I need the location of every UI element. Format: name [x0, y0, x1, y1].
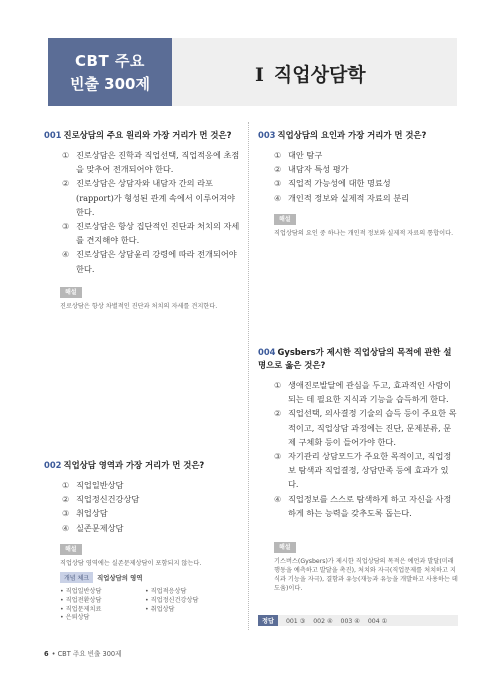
explanation-label: 해설: [274, 214, 296, 225]
explanation-label: 해설: [60, 544, 82, 555]
option-mark: ①: [62, 480, 70, 490]
question-text: 직업상담의 요인과 가장 거리가 먼 것은?: [277, 130, 427, 140]
option: [62, 492, 240, 506]
concept-item: • 직업일반상담: [60, 588, 102, 595]
option-mark: ③: [274, 178, 282, 189]
answer-key: [258, 615, 458, 626]
option-mark: ②: [62, 178, 70, 189]
option-text: 취업상담: [76, 508, 108, 519]
question-002: [44, 459, 240, 535]
explanation-text: 직업상담의 요인 중 하나는 개인적 정보와 실제적 자료의 통합이다.: [274, 230, 454, 237]
option-text: 진로상담은 진학과 직업선택, 직업적응에 초점을 맞추어 전개되어야 한다.: [76, 150, 240, 175]
answer-key-label: 정답: [258, 615, 278, 626]
option-text: 진로상담은 항상 집단적인 진단과 처치의 자세를 견지해야 한다.: [76, 221, 240, 246]
option-text: 직업일반상담: [76, 480, 124, 490]
column-divider: [248, 122, 249, 630]
chapter-number: I: [255, 64, 264, 86]
question-number: 001: [44, 130, 62, 140]
concept-item: • 직업문제치료: [60, 605, 102, 613]
option: [274, 148, 458, 162]
option-text: 내담자 특성 평가: [288, 164, 349, 175]
option-mark: ②: [62, 494, 70, 505]
concept-item: • 은퇴상담: [60, 614, 90, 622]
option: [62, 176, 240, 219]
option-mark: ③: [62, 508, 70, 519]
question-number: 003: [258, 130, 276, 140]
question-003: [258, 129, 458, 205]
option-mark: ②: [274, 164, 282, 175]
question-004: [258, 346, 458, 520]
concept-list: [60, 588, 230, 623]
concept-item: • 직업적응상담: [145, 588, 187, 595]
answer-item: 003 ④: [340, 618, 360, 625]
option-text: 직업정보를 스스로 탐색하게 하고 자신을 사정하게 하는 능력을 갖추도록 돕는다.: [288, 493, 452, 518]
option-text: 진로상담은 상담자와 내담자 간의 라포(rapport)가 형성된 관계 속에서 이루어져야 한다.: [76, 178, 235, 217]
question-number: 004: [258, 347, 276, 357]
question-text: 직업상담 영역과 가장 거리가 먼 것은?: [63, 460, 205, 470]
chapter-title: [255, 60, 366, 87]
question-stem: [44, 459, 240, 472]
book-title-line1: CBT 주요: [75, 52, 145, 70]
option-mark: ③: [274, 451, 282, 462]
page-number: 6: [44, 650, 49, 658]
option-mark: ①: [274, 150, 282, 160]
concept-item: • 취업상담: [145, 605, 175, 613]
concept-check-title: 직업상담의 영역: [97, 574, 143, 582]
question-stem: [44, 129, 240, 142]
question-stem: [258, 346, 458, 372]
explanation-text: 진로상담은 항상 차별적인 진단과 처치의 자세를 견지한다.: [60, 303, 218, 310]
explanation-label: 해설: [60, 287, 82, 298]
option-text: 자기관리 상담모드가 주요한 목적이고, 직업정보 탐색과 직업결정, 상담만족 등에 효과가 있다.: [288, 451, 452, 490]
concept-item: • 직업정신건강상담: [145, 596, 199, 604]
explanation-label: 해설: [274, 542, 296, 553]
option-mark: ④: [62, 522, 70, 533]
option-text: 진로상담은 상담윤리 강령에 따라 전개되어야 한다.: [76, 249, 237, 274]
option-mark: ③: [62, 221, 70, 232]
option: [62, 478, 240, 492]
option-mark: ④: [274, 493, 282, 504]
option-mark: ①: [62, 150, 70, 160]
question-text: Gysbers가 제시한 직업상담의 목적에 관한 설명으로 옳은 것은?: [258, 347, 452, 370]
explanation-003: [274, 214, 458, 238]
option: [274, 378, 458, 406]
chapter-name: 직업상담학: [273, 64, 366, 86]
explanation-text: 직업상담 영역에는 실존문제상담이 포함되지 않는다.: [60, 560, 202, 567]
question-stem: [258, 129, 458, 142]
option: [62, 521, 240, 535]
question-text: 진로상담의 주요 원리와 가장 거리가 먼 것은?: [63, 130, 232, 140]
option-mark: ④: [274, 192, 282, 203]
option-mark: ④: [62, 249, 70, 260]
option: [274, 191, 458, 205]
answer-item: 001 ③: [285, 618, 306, 625]
answer-item: 004 ①: [367, 618, 388, 625]
explanation-004: [274, 542, 458, 593]
option-text: 생애진로발달에 관심을 두고, 효과적인 사람이 되는 데 필요한 지식과 기능을 습득하게 한다.: [288, 380, 452, 405]
option-text: 직업정신건강상담: [76, 494, 140, 505]
concept-check: [60, 572, 143, 583]
question-001: [44, 129, 240, 276]
option-text: 개인적 정보와 실제적 자료의 분리: [288, 192, 410, 203]
footer-text: • CBT 주요 빈출 300제: [51, 650, 122, 658]
option-mark: ①: [274, 380, 282, 390]
option: [62, 506, 240, 520]
page-footer: [44, 648, 121, 658]
concept-check-tag: 개념 체크: [60, 572, 93, 583]
option: [274, 406, 458, 449]
option: [62, 148, 240, 176]
book-title-box: [48, 38, 172, 106]
option: [274, 492, 458, 520]
option: [274, 176, 458, 190]
explanation-002: [60, 544, 240, 568]
question-number: 002: [44, 460, 62, 470]
explanation-001: [60, 287, 240, 311]
option-text: 실존문제상담: [76, 522, 124, 533]
option-mark: ②: [274, 408, 282, 419]
option: [62, 247, 240, 275]
option-text: 직업선택, 의사결정 기술의 습득 등이 주요한 목적이고, 직업상담 과정에는 진단, 문제분류, 문제 구체화 등이 들어가야 한다.: [288, 408, 457, 447]
explanation-text: 기스버스(Gysbers)가 제시한 직업상담의 목적은 예언과 발달(미래 행동을 예측하고 발달을 촉진), 처치와 자극(직업문제를 처치하고 지식과 기능을 자극), 결함과 유능(재능과 유능을 개발하고 사용하는 데 도움)이다.: [274, 558, 458, 592]
option: [274, 449, 458, 492]
book-title-line2: 빈출 300제: [69, 75, 150, 93]
option-text: 대안 탐구: [288, 150, 323, 160]
option: [62, 219, 240, 247]
option-text: 직업적 가능성에 대한 명료성: [288, 178, 391, 189]
option: [274, 162, 458, 176]
concept-item: • 직업전환상담: [60, 596, 102, 604]
answer-item: 002 ④: [313, 618, 333, 625]
